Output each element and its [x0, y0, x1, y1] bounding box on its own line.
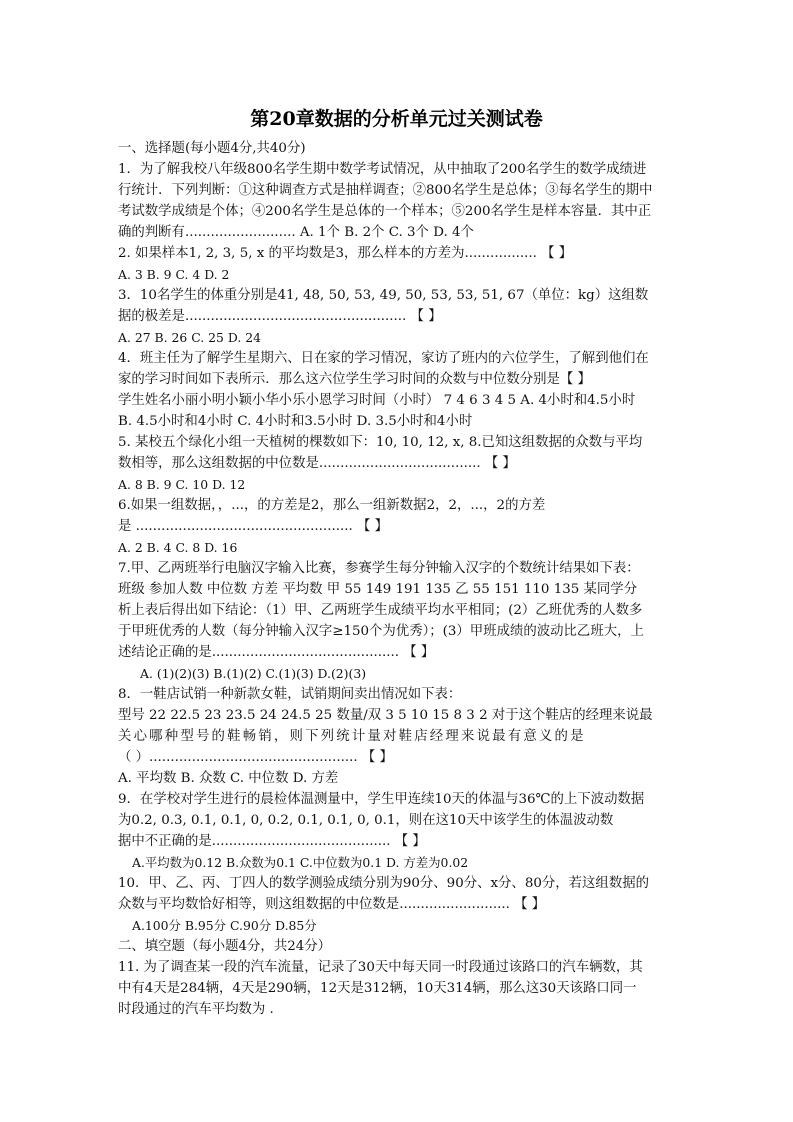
question-11-line: 中有4天是284辆，4天是290辆，12天是312辆，10天314辆，那么这30天该路口同一	[118, 981, 637, 996]
question-7-options: A. (1)(2)(3) B.(1)(2) C.(1)(3) D.(2)(3)	[140, 666, 367, 681]
question-8-line: （ ）................................................. 【 】	[118, 750, 393, 765]
question-3-options: A. 27 B. 26 C. 25 D. 24	[118, 330, 261, 345]
question-7-line: 于甲班优秀的人数（每分钟输入汉字≥150个为优秀）；(3）甲班成绩的波动比乙班大，上	[118, 624, 644, 639]
section-heading: 二、填空题（每小题4分，共24分）	[118, 939, 332, 954]
question-8-line: 关心哪种型号的鞋畅销，则下列统计量对鞋店经理来说最有意义的是	[118, 729, 586, 744]
question-10-line: 众数与平均数恰好相等，则这组数据的中位数是.......................... 【 】	[118, 897, 546, 912]
question-5-line: 5. 某校五个绿化小组一天植树的棵数如下：10, 10, 12, x, 8.已知这组数据的众数与平均	[118, 435, 643, 450]
question-1-line: 考试数学成绩是个体；④200名学生是总体的一个样本；⑤200名学生是样本容量．其中正	[118, 204, 652, 219]
question-4-line: 4．班主任为了解学生星期六、日在家的学习情况，家访了班内的六位学生，了解到他们在	[118, 351, 649, 366]
question-6-options: A. 2 B. 4 C. 8 D. 16	[118, 540, 238, 555]
question-3-line: 据的极差是.................................................... 【 】	[118, 309, 442, 324]
question-8-options: A. 平均数 B. 众数 C. 中位数 D. 方差	[118, 771, 339, 786]
question-2-line: 2. 如果样本1, 2, 3, 5, x 的平均数是3，那么样本的方差为................. 【 】	[118, 246, 573, 261]
question-7-line: 析上表后得出如下结论：（1）甲、乙两班学生成绩平均水平相同；(2）乙班优秀的人数多	[118, 603, 643, 618]
question-8-line: 8．一鞋店试销一种新款女鞋，试销期间卖出情况如下表：	[118, 687, 462, 702]
question-3-line: 3．10名学生的体重分别是41, 48, 50, 53, 49, 50, 53, 53, 51, 67（单位：kg）这组数	[118, 288, 649, 303]
page-title: 第20章数据的分析单元过关测试卷	[250, 108, 543, 130]
question-10-line: 10．甲、乙、丙、丁四人的数学测验成绩分别为90分、90分、x分、80分，若这组数据的	[118, 876, 649, 891]
question-7-table: 班级 参加人数 中位数 方差 平均数 甲 55 149 191 135 乙 55 151 110 135 某同学分	[118, 582, 638, 597]
question-2-options: A. 3 B. 9 C. 4 D. 2	[118, 267, 230, 282]
question-10-options: A.100分 B.95分 C.90分 D.85分	[132, 918, 317, 933]
question-4-options: B. 4.5小时和4小时 C. 4小时和3.5小时 D. 3.5小时和4小时	[118, 414, 473, 429]
question-7-line: 7.甲、乙两班举行电脑汉字输入比赛，参赛学生每分钟输入汉字的个数统计结果如下表：	[118, 561, 640, 576]
question-4-table: 学生姓名小丽小明小颖小华小乐小恩学习时间（小时） 7 4 6 3 4 5 A. 4小时和4.5小时	[118, 393, 636, 408]
question-9-options: A.平均数为0.12 B.众数为0.1 C.中位数为0.1 D. 方差为0.02	[132, 855, 469, 870]
question-4-line: 家的学习时间如下表所示．那么这六位学生学习时间的众数与中位数分别是【 】	[118, 372, 591, 387]
question-9-line: 为0.2, 0.3, 0.1, 0.1, 0, 0.2, 0.1, 0.1, 0, 0.1，则在这10天中该学生的体温波动数	[118, 813, 614, 828]
section-heading: 一、选择题(每小题4分,共40分)	[118, 141, 306, 156]
question-11-line: 时段通过的汽车平均数为 .	[118, 1002, 274, 1017]
question-8-table: 型号 22 22.5 23 23.5 24 24.5 25 数量/双 3 5 10 15 8 3 2 对于这个鞋店的经理来说最	[118, 708, 653, 723]
question-6-line: 6.如果一组数据，，...，的方差是2，那么一组新数据2，2，...，2的方差	[118, 498, 546, 513]
question-1-options: 确的判断有.......................... A. 1个 B. 2个 C. 3个 D. 4个	[118, 225, 474, 240]
question-9-line: 9．在学校对学生进行的晨检体温测量中，学生甲连续10天的体温与36℃的上下波动数据	[118, 792, 645, 807]
question-5-line: 数相等，那么这组数据的中位数是...................................... 【 】	[118, 456, 516, 471]
question-9-line: 据中不正确的是.......................................... 【 】	[118, 834, 426, 849]
question-1-line: 1．为了解我校八年级800名学生期中数学考试情况，从中抽取了200名学生的数学成绩进	[118, 162, 647, 177]
question-1-line: 行统计．下列判断：①这种调查方式是抽样调查；②800名学生是总体；③每名学生的期中	[118, 183, 653, 198]
question-11-line: 11. 为了调查某一段的汽车流量，记录了30天中每天同一时段通过该路口的汽车辆数，其	[118, 960, 643, 975]
question-6-line: 是 ................................................... 【 】	[118, 519, 389, 534]
question-7-line: 述结论正确的是............................................ 【 】	[118, 645, 435, 660]
question-5-options: A. 8 B. 9 C. 10 D. 12	[118, 477, 246, 492]
